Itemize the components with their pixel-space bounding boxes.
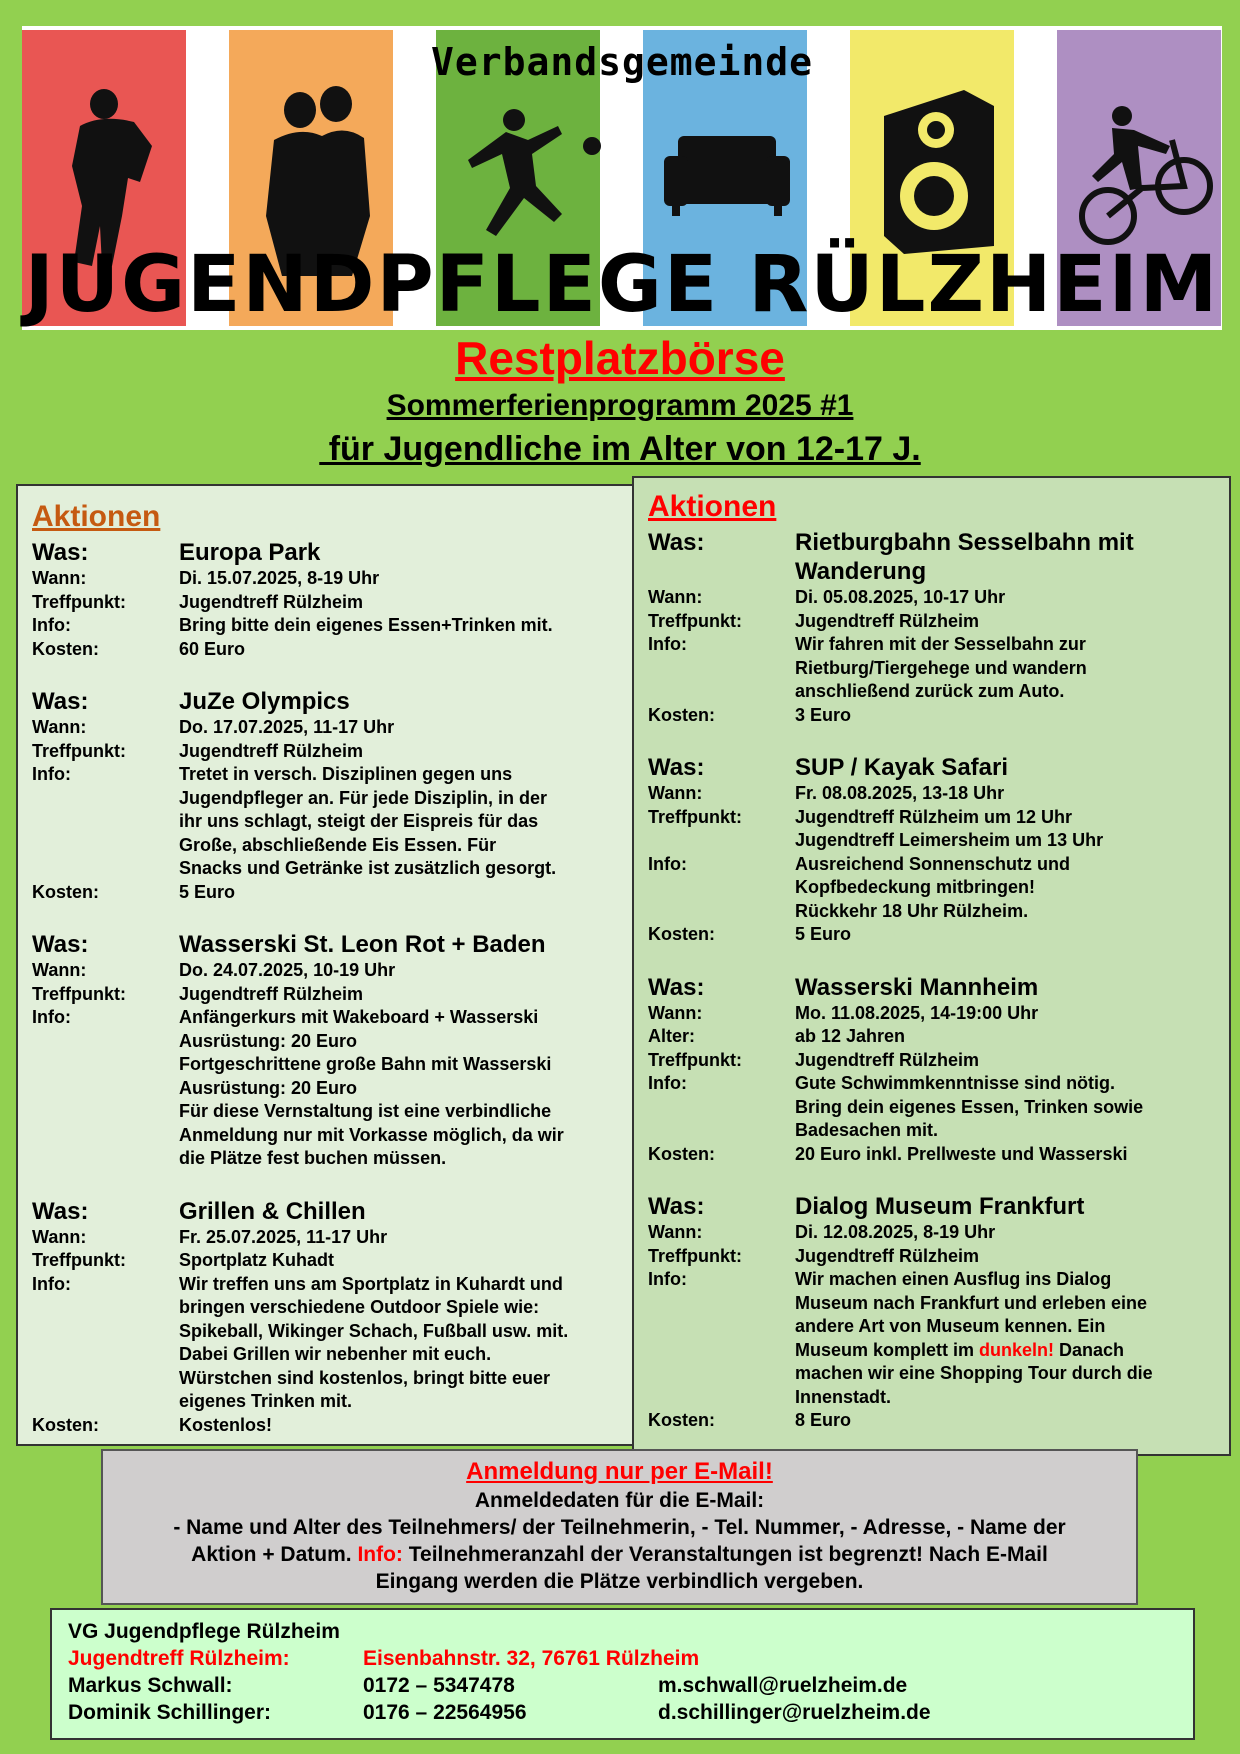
event-label: Kosten:	[32, 638, 99, 659]
event-value-text: Danach machen wir eine Shopping Tour durch die Innenstadt.	[795, 1339, 1153, 1407]
event-value-text: Jugendtreff Rülzheim	[795, 1245, 980, 1266]
event-value	[179, 959, 624, 983]
event-value-text: Fr. 08.08.2025, 13-18 Uhr	[795, 783, 1005, 803]
event-label: Kosten:	[648, 704, 715, 725]
event-value	[795, 1245, 1215, 1269]
contact-phone: 0176 – 22564956	[363, 1701, 527, 1724]
event-value	[795, 923, 1215, 947]
event-row	[32, 1006, 624, 1171]
event-value-text: Di. 12.08.2025, 8-19 Uhr	[795, 1222, 996, 1242]
event-row	[648, 806, 1215, 853]
event-value-text: Bring bitte dein eigenes Essen+Trinken mit.	[179, 615, 553, 635]
event-value-text: Gute Schwimmkenntnisse sind nötig. Bring dein eigenes Essen, Trinken sowie Badesachen mit.	[795, 1073, 1144, 1140]
event-value-text: 20 Euro inkl. Prellweste und Wasserski	[795, 1143, 1128, 1164]
event-row	[32, 591, 624, 615]
event-value	[179, 1273, 624, 1414]
event-label: Info:	[648, 634, 687, 654]
event-label: Treffpunkt:	[32, 740, 126, 761]
event-label: Kosten:	[648, 1410, 715, 1430]
event-value-text: Do. 24.07.2025, 10-19 Uhr	[179, 960, 396, 980]
event-row	[32, 881, 624, 905]
contact-email[interactable]: m.schwall@ruelzheim.de	[658, 1674, 908, 1697]
event-row	[32, 763, 624, 881]
event-value	[179, 881, 624, 905]
contact-name: Dominik Schillinger:	[68, 1701, 272, 1724]
contact-box	[50, 1608, 1195, 1740]
event-label: Was:	[648, 754, 705, 781]
event-value-text: SUP / Kayak Safari	[795, 754, 1009, 781]
event-value	[795, 853, 1215, 924]
event-label: Was:	[32, 931, 89, 958]
event-row	[648, 1268, 1215, 1409]
event-value-text: Kostenlos!	[179, 1414, 273, 1435]
highlight-text: dunkeln!	[979, 1339, 1055, 1360]
event-value	[795, 1025, 1215, 1049]
contact-phone: 0172 – 5347478	[363, 1674, 515, 1697]
event-value	[795, 1221, 1215, 1245]
event-row	[32, 1414, 624, 1438]
event-row	[648, 1072, 1215, 1143]
event-label: Wann:	[648, 1222, 703, 1242]
event-value-text: Jugendtreff Rülzheim	[795, 1049, 980, 1070]
registration-line3: Eingang werden die Plätze verbindlich vergeben.	[375, 1570, 864, 1593]
event-entry	[648, 753, 1215, 947]
event-value-text: Rietburgbahn Sesselbahn mit Wanderung	[795, 529, 1134, 585]
event-title	[179, 538, 624, 567]
audience-line: für Jugendliche im Alter von 12-17 J.	[319, 430, 921, 468]
event-value	[179, 591, 624, 615]
registration-box	[101, 1449, 1138, 1605]
event-value	[795, 586, 1215, 610]
event-row	[648, 1049, 1215, 1073]
event-label: Treffpunkt:	[648, 806, 742, 827]
event-title	[795, 753, 1215, 782]
registration-line2-a: Aktion + Datum.	[191, 1543, 358, 1566]
event-value-text: Dialog Museum Frankfurt	[795, 1193, 1085, 1220]
event-title	[795, 1192, 1215, 1221]
event-value	[179, 1414, 624, 1438]
event-value	[795, 782, 1215, 806]
event-row	[32, 983, 624, 1007]
info-label: Info:	[357, 1543, 403, 1566]
event-entry	[648, 1192, 1215, 1433]
contact-org: VG Jugendpflege Rülzheim	[68, 1620, 340, 1643]
right-event-list	[648, 528, 1215, 1433]
event-label: Was:	[648, 1193, 705, 1220]
event-value-text: Wir treffen uns am Sportplatz in Kuhardt und bringen verschiedene Outdoor Spiele wie: Spikeball, Wikinger Schach, Fußball usw. mit. Dabei Grillen wir nebenher mit euch. Würstchen sind kostenlos, bringt bitte euer eigenes Trinken mit.	[179, 1273, 569, 1411]
event-label: Treffpunkt:	[648, 610, 742, 631]
event-label: Kosten:	[32, 881, 99, 902]
event-label: Wann:	[32, 717, 87, 737]
event-label: Treffpunkt:	[648, 1245, 742, 1266]
event-value	[179, 716, 624, 740]
event-label: Wann:	[32, 568, 87, 588]
event-row	[648, 586, 1215, 610]
registration-title: Anmeldung nur per E-Mail!	[466, 1458, 773, 1485]
event-value-text: Ausreichend Sonnenschutz und Kopfbedeckung mitbringen! Rückkehr 18 Uhr Rülzheim.	[795, 853, 1071, 921]
event-value-text: Wasserski Mannheim	[795, 973, 1039, 1001]
event-value-text: 60 Euro	[179, 638, 246, 659]
event-row	[32, 614, 624, 638]
event-label: Alter:	[648, 1026, 696, 1046]
event-row	[32, 1273, 624, 1414]
event-value	[795, 1268, 1215, 1409]
event-label: Info:	[648, 1073, 687, 1093]
banner-title: JUGENDPFLEGE RÜLZHEIM	[24, 240, 1220, 330]
event-label: Wann:	[648, 783, 703, 803]
left-events-panel	[16, 484, 640, 1446]
event-row	[32, 1226, 624, 1250]
event-value-text: 3 Euro	[795, 704, 852, 725]
event-value-text: Jugendtreff Rülzheim um 12 Uhr Jugendtreff Leimersheim um 13 Uhr	[795, 806, 1104, 850]
event-row	[648, 853, 1215, 924]
event-entry	[648, 973, 1215, 1167]
event-value	[795, 1143, 1215, 1167]
event-value-text: Grillen & Chillen	[179, 1197, 366, 1225]
event-value-text: 5 Euro	[179, 881, 236, 902]
event-title	[795, 528, 1215, 586]
event-row	[32, 638, 624, 662]
treff-address: Eisenbahnstr. 32, 76761 Rülzheim	[363, 1647, 700, 1670]
event-value	[179, 983, 624, 1007]
event-value-text: Do. 17.07.2025, 11-17 Uhr	[179, 717, 395, 737]
event-value-text: ab 12 Jahren	[795, 1026, 906, 1046]
event-row	[648, 1025, 1215, 1049]
event-label: Was:	[648, 973, 705, 1001]
event-value-text: Jugendtreff Rülzheim	[179, 740, 364, 761]
contact-row	[68, 1672, 1177, 1699]
event-value-text: Mo. 11.08.2025, 14-19:00 Uhr	[795, 1002, 1039, 1023]
event-label: Wann:	[32, 1226, 87, 1247]
event-row	[32, 930, 624, 959]
event-title	[179, 930, 624, 959]
event-value	[179, 1249, 624, 1273]
event-label: Wann:	[648, 587, 703, 607]
event-label: Treffpunkt:	[32, 1250, 126, 1270]
event-row	[32, 687, 624, 716]
sofa-silhouette-icon	[662, 126, 792, 226]
event-value	[179, 740, 624, 764]
event-entry	[32, 930, 624, 1171]
event-value-text: 5 Euro	[795, 924, 852, 944]
event-value	[795, 1049, 1215, 1073]
event-row	[648, 782, 1215, 806]
event-value-text: Jugendtreff Rülzheim	[179, 983, 364, 1004]
event-row	[32, 716, 624, 740]
event-value	[795, 1409, 1215, 1433]
event-value-text: Di. 15.07.2025, 8-19 Uhr	[179, 568, 380, 588]
event-label: Treffpunkt:	[32, 591, 126, 612]
event-row	[648, 1221, 1215, 1245]
event-value-text: Anfängerkurs mit Wakeboard + Wasserski Ausrüstung: 20 Euro Fortgeschrittene große Bahn mit Wasserski Ausrüstung: 20 Euro Für diese Vernstaltung ist eine verbindliche Anmeldung nur mit Vorkasse möglich, da wir die Plätze fest buchen müssen.	[179, 1007, 564, 1168]
event-value-text: Di. 05.08.2025, 10-17 Uhr	[795, 587, 1006, 607]
event-row	[648, 528, 1215, 586]
contact-name: Markus Schwall:	[68, 1674, 233, 1697]
event-value-text: Tretet in versch. Disziplinen gegen uns Jugendpfleger an. Für jede Disziplin, in der ihr uns schlagt, steigt der Eispreis für das Große, abschließende Eis Essen. Für Snacks und Getränke ist zusätzlich gesorgt.	[179, 764, 557, 878]
event-entry	[32, 1197, 624, 1438]
soccer-player-silhouette-icon	[462, 106, 612, 256]
event-entry	[32, 687, 624, 904]
section-title: Aktionen	[648, 490, 777, 523]
event-row	[648, 1002, 1215, 1026]
event-row	[32, 1249, 624, 1273]
event-value	[179, 1006, 624, 1171]
event-value	[179, 763, 624, 881]
event-label: Was:	[648, 529, 705, 556]
banner	[22, 26, 1222, 330]
event-row	[648, 704, 1215, 728]
event-value	[795, 704, 1215, 728]
event-row	[648, 1143, 1215, 1167]
contact-row	[68, 1699, 1177, 1726]
event-label: Treffpunkt:	[32, 983, 126, 1004]
registration-subtitle: Anmeldedaten für die E-Mail:	[474, 1489, 765, 1512]
event-row	[648, 923, 1215, 947]
event-title	[179, 687, 624, 716]
event-row	[648, 1409, 1215, 1433]
event-label: Kosten:	[648, 924, 715, 944]
event-label: Kosten:	[648, 1143, 715, 1164]
event-value	[179, 614, 624, 638]
event-value-text: Sportplatz Kuhadt	[179, 1250, 334, 1270]
event-row	[648, 753, 1215, 782]
event-value-text: Europa Park	[179, 539, 321, 566]
left-event-list	[32, 538, 624, 1437]
event-label: Was:	[32, 539, 89, 566]
event-value	[795, 610, 1215, 634]
event-label: Info:	[648, 1269, 687, 1289]
treff-label: Jugendtreff Rülzheim:	[68, 1647, 290, 1670]
event-row	[32, 740, 624, 764]
event-value-text: JuZe Olympics	[179, 688, 350, 715]
page-title: Restplatzbörse	[455, 332, 785, 384]
event-title	[179, 1197, 624, 1226]
event-row	[648, 610, 1215, 634]
event-value	[179, 638, 624, 662]
event-label: Was:	[32, 688, 89, 715]
banner-org: Verbandsgemeinde	[430, 40, 814, 84]
event-row	[648, 973, 1215, 1002]
event-label: Info:	[32, 615, 71, 635]
event-label: Info:	[32, 1273, 71, 1294]
event-value	[795, 1072, 1215, 1143]
event-label: Info:	[32, 1007, 71, 1027]
event-entry	[648, 528, 1215, 727]
event-value-text: 8 Euro	[795, 1410, 852, 1430]
event-value	[179, 567, 624, 591]
event-value	[795, 633, 1215, 704]
event-value-text: Wir machen einen Ausflug ins Dialog Museum nach Frankfurt und erleben eine andere Art von Museum kennen. Ein Museum komplett im	[795, 1269, 1148, 1360]
event-label: Wann:	[32, 960, 87, 980]
event-value-text: Fr. 25.07.2025, 11-17 Uhr	[179, 1226, 388, 1247]
speaker-silhouette-icon	[874, 86, 1004, 256]
event-label: Wann:	[648, 1002, 703, 1023]
event-value	[179, 1226, 624, 1250]
registration-line1: - Name und Alter des Teilnehmers/ der Teilnehmerin, - Tel. Nummer, - Adresse, - Name der	[173, 1516, 1066, 1539]
right-events-panel	[632, 476, 1231, 1456]
event-label: Was:	[32, 1197, 89, 1225]
contact-email[interactable]: d.schillinger@ruelzheim.de	[658, 1701, 931, 1724]
event-row	[32, 1197, 624, 1226]
event-value	[795, 806, 1215, 853]
event-row	[648, 1245, 1215, 1269]
event-row	[32, 959, 624, 983]
event-value-text: Jugendtreff Rülzheim	[795, 610, 980, 631]
event-value-text: Jugendtreff Rülzheim	[179, 591, 364, 612]
event-row	[32, 538, 624, 567]
page-subtitle: Sommerferienprogramm 2025 #1	[386, 389, 854, 422]
event-title	[795, 973, 1215, 1002]
section-title: Aktionen	[32, 500, 161, 533]
event-label: Kosten:	[32, 1414, 99, 1435]
event-label: Treffpunkt:	[648, 1049, 742, 1070]
registration-line2	[103, 1541, 1136, 1568]
event-value	[795, 1002, 1215, 1026]
event-value-text: Wasserski St. Leon Rot + Baden	[179, 931, 546, 958]
event-row	[32, 567, 624, 591]
event-value-text: Wir fahren mit der Sesselbahn zur Rietburg/Tiergehege und wandern anschließend zurück zum Auto.	[795, 634, 1087, 701]
event-entry	[32, 538, 624, 661]
event-label: Info:	[32, 764, 71, 784]
registration-line2-b: Teilnehmeranzahl der Veranstaltungen ist begrenzt! Nach E-Mail	[402, 1543, 1048, 1566]
event-row	[648, 1192, 1215, 1221]
event-row	[648, 633, 1215, 704]
treff-row	[68, 1645, 1177, 1672]
bmx-rider-silhouette-icon	[1072, 106, 1222, 256]
event-label: Info:	[648, 853, 687, 874]
